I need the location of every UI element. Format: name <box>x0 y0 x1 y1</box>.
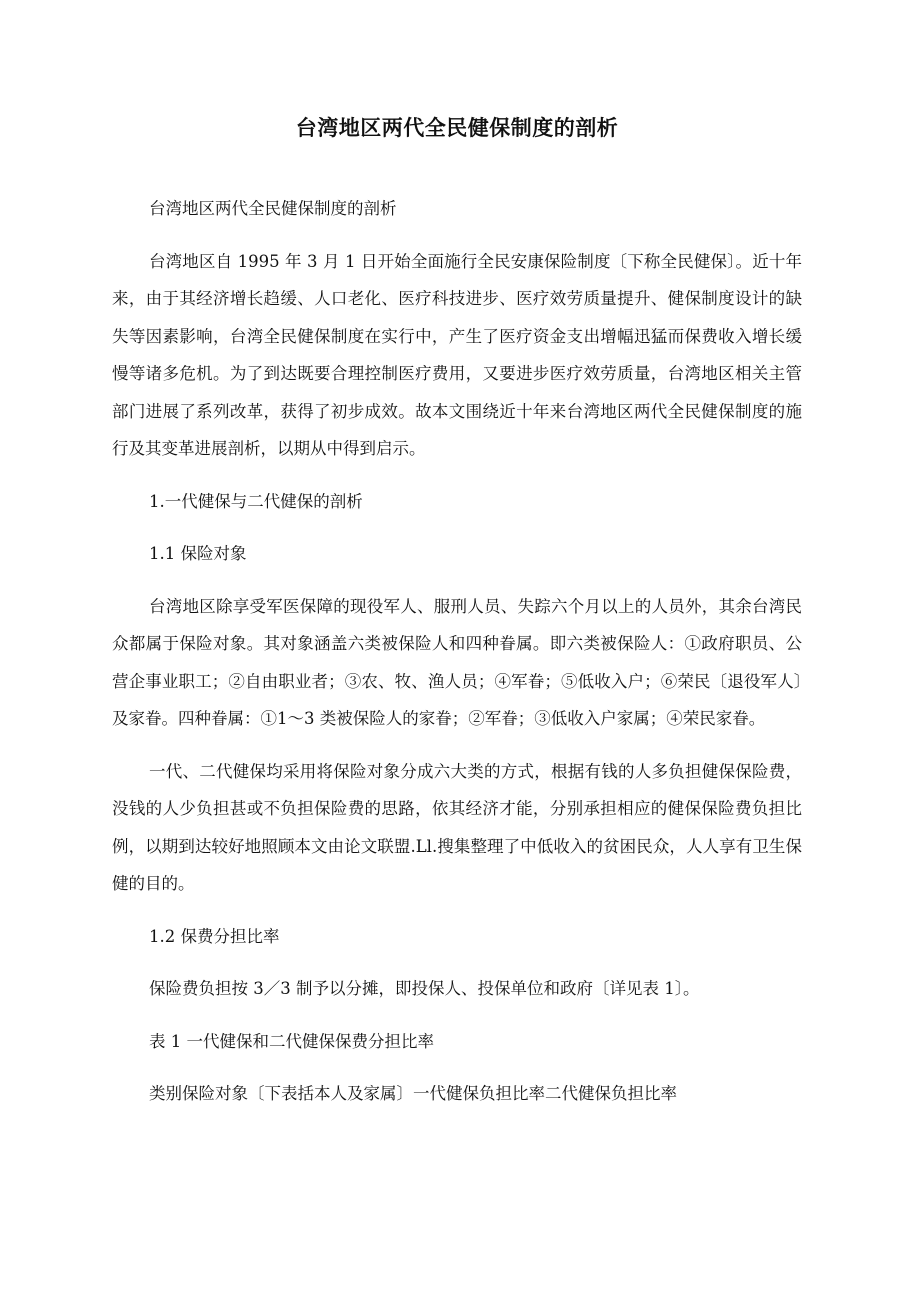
intro-paragraph: 台湾地区自 1995 年 3 月 1 日开始全面施行全民安康保险制度〔下称全民健保〕。近十年来，由于其经济增长趋缓、人口老化、医疗科技进步、医疗效劳质量提升、健保制度设计的缺失等因素影响，台湾全民健保制度在实行中，产生了医疗资金支出增幅迅猛而保费收入增长缓慢等诸多危机。为了到达既要合理控制医疗费用，又要进步医疗效劳质量，台湾地区相关主管部门进展了系列改革，获得了初步成效。故本文围绕近十年来台湾地区两代全民健保制度的施行及其变革进展剖析，以期从中得到启示。 <box>112 251 802 458</box>
burden-principle-paragraph: 一代、二代健保均采用将保险对象分成六大类的方式，根据有钱的人多负担健保保险费，没钱的人少负担甚或不负担保险费的思路，依其经济才能，分别承担相应的健保保险费负担比例，以期到达较好地照顾本文由论文联盟.Ll.搜集整理了中低收入的贫困民众，人人享有卫生保健的目的。 <box>112 761 802 893</box>
premium-split-paragraph: 保险费负担按 3／3 制予以分摊，即投保人、投保单位和政府〔详见表 1〕。 <box>149 979 700 998</box>
subtitle-paragraph: 台湾地区两代全民健保制度的剖析 <box>149 199 397 218</box>
section-heading-1: 1.一代健保与二代健保的剖析 <box>149 491 363 511</box>
document-page <box>112 112 802 1128</box>
section-heading-1-2: 1.2 保费分担比率 <box>149 926 280 946</box>
document-title: 台湾地区两代全民健保制度的剖析 <box>295 115 619 140</box>
table-header-row: 类别保险对象〔下表括本人及家属〕一代健保负担比率二代健保负担比率 <box>149 1084 677 1103</box>
section-heading-1-1: 1.1 保险对象 <box>149 544 247 563</box>
insured-objects-paragraph: 台湾地区除享受军医保障的现役军人、服刑人员、失踪六个月以上的人员外，其余台湾民众都属于保险对象。其对象涵盖六类被保险人和四种眷属。即六类被保险人：①政府职员、公营企事业职工；②自由职业者；③农、牧、渔人员；④军眷；⑤低收入户；⑥荣民〔退役军人〕及家眷。四种眷属：①1～3 类被保险人的家眷；②军眷；③低收入户家属；④荣民家眷。 <box>112 596 802 728</box>
table-caption: 表 1 一代健保和二代健保保费分担比率 <box>149 1031 434 1051</box>
